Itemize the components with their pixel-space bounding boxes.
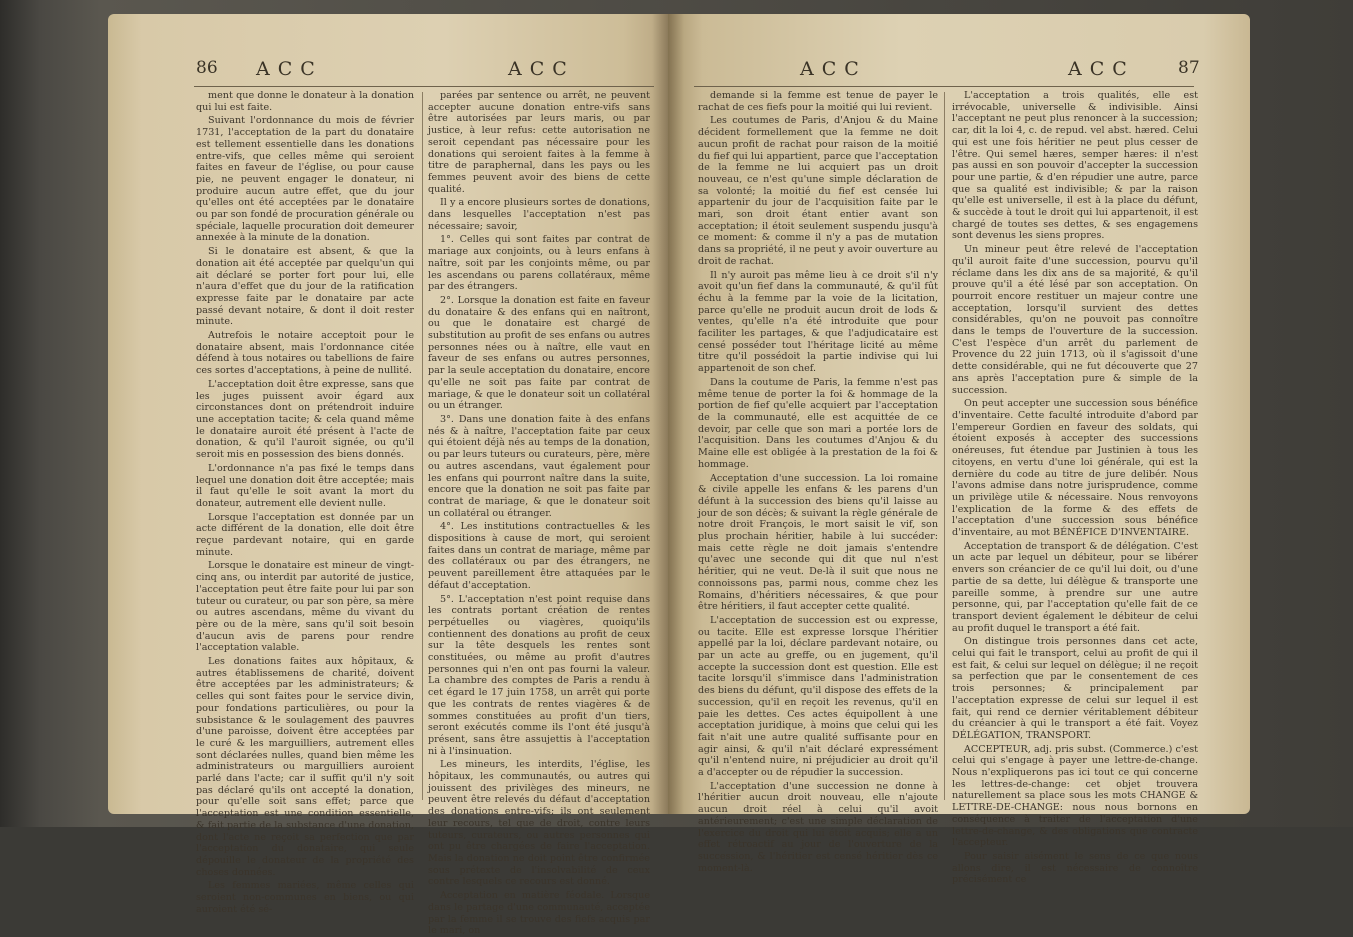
paragraph: parées par sentence ou arrêt, ne peuvent accepter aucune donation entre-vifs sans être autorisées par leurs maris, ou par justice, à leur refus: cette autorisation ne seroit cependant pas nécessaire pour les donations qui seroient faites à la femme à titre de paraphernal, dans les pays ou les femmes peuvent avoir des biens de cette qualité. bbox=[428, 90, 650, 195]
paragraph: Les femmes mariées, même celles qui seroient non-communes en biens, ou qui auroient été sé- bbox=[196, 880, 414, 915]
paragraph: ment que donne le donateur à la donation qui lui est faite. bbox=[196, 90, 414, 113]
paragraph: On peut accepter une succession sous bénéfice d'inventaire. Cette faculté introduite d'abord par l'empereur Gordien en faveur des soldats, qui étoient exposés à accepter des successions onéreuses, fut étendue par Justinien à tous les citoyens, en vertu d'une loi générale, qui est la dernière du code au titre de jure delibér. Nous l'avons admise dans notre jurisprudence, comme un privilège utile & nécessaire. Nous renvoyons l'explication de la forme & des effets de l'acceptation d'une succession sous bénéfice d'inventaire, au mot BÉNÉFICE D'INVENTAIRE. bbox=[952, 398, 1198, 539]
paragraph: ACCEPTEUR, adj. pris subst. (Commerce.) c'est celui qui s'engage à payer une lettre-de-change. Nous n'expliquerons pas ici tout ce qui concerne les lettres-de-change: cet objet trouvera naturellement sa place sous les mots CHANGE & LETTRE-DE-CHANGE: nous nous bornons en conséquence à traiter de l'acceptation d'une lettre-de-change, & des obligations que contracte l'accepteur. bbox=[952, 743, 1198, 849]
left-page-number: 86 bbox=[196, 58, 218, 78]
right-running-head-b: ACC bbox=[1068, 58, 1135, 80]
paragraph: Lorsque le donataire est mineur de vingt-cinq ans, ou interdit par autorité de justice, l'acceptation peut être faite pour lui par son tuteur ou curateur, ou par son père, sa mère ou autres ascendans, même du vivant du père ou de la mère, sans qu'il soit besoin d'aucun avis de parens pour rendre l'acceptation valable. bbox=[196, 560, 414, 654]
paragraph: demande si la femme est tenue de payer le rachat de ces fiefs pour la moitié qui lui revient. bbox=[698, 90, 938, 113]
paragraph: Pour saisir aisément le sens de ce que nous allons dire, il est nécessaire de connoître précisément ce bbox=[952, 851, 1198, 886]
left-column-2 bbox=[428, 90, 650, 937]
paragraph: Suivant l'ordonnance du mois de février 1731, l'acceptation de la part du donataire est tellement essentielle dans les donations entre-vifs, que celles même qui seroient faites en faveur de l'église, ou pour cause pie, ne peuvent engager le donateur, ni produire aucun autre effet, que du jour qu'elles ont été acceptées par le donataire ou par son fondé de procuration générale ou spéciale, laquelle procuration doit demeurer annexée à la minute de la donation. bbox=[196, 115, 414, 244]
paragraph: 5°. L'acceptation n'est point requise dans les contrats portant création de rentes perpétuelles ou viagères, quoiqu'ils contiennent des donations au profit de ceux sur la tête desquels les rentes sont constituées, ou même au profit d'autres personnes qui n'en ont pas fourni la valeur. La chambre des comptes de Paris a rendu à cet égard le 17 juin 1758, un arrêt qui porte que les contrats de rentes viagères & de sommes constituées au profit d'un tiers, seront exécutés comme ils l'ont été jusqu'à présent, sans être assujettis à l'acceptation ni à l'insinuation. bbox=[428, 593, 650, 757]
paragraph: 2°. Lorsque la donation est faite en faveur du donataire & des enfans qui en naîtront, ou que le donataire est chargé de substitution au profit de ses enfans ou autres personnes nées ou à naître, elle vaut en faveur de ses enfans ou autres personnes, par la seule acceptation du donataire, encore qu'elle ne soit pas faite par contrat de mariage, & que le donateur soit un collatéral ou un étranger. bbox=[428, 294, 650, 412]
paragraph: Dans la coutume de Paris, la femme n'est pas même tenue de porter la foi & hommage de la portion de fief qu'elle acquiert par l'acceptation de la communauté, elle est acquittée de ce devoir, par celle que son mari a portée lors de l'acquisition. Dans les coutumes d'Anjou & du Maine elle est obligée à la prestation de la foi & hommage. bbox=[698, 376, 938, 470]
paragraph: 3°. Dans une donation faite à des enfans nés & à naître, l'acceptation faite par ceux qui étoient déjà nés au temps de la donation, ou par leurs tuteurs ou curateurs, père, mère ou autres ascendans, vaut également pour les enfans qui pourront naître dans la suite, encore que la donation ne soit pas faite par contrat de mariage, & que le donateur soit un collatéral ou étranger. bbox=[428, 413, 650, 519]
paragraph: L'ordonnance n'a pas fixé le temps dans lequel une donation doit être acceptée; mais il faut qu'elle le soit avant la mort du donateur, autrement elle devient nulle. bbox=[196, 462, 414, 509]
left-header-rule bbox=[194, 86, 654, 87]
paragraph: Autrefois le notaire acceptoit pour le donataire absent, mais l'ordonnance citée défend à tous notaires ou tabellions de faire ces sortes d'acceptations, à peine de nullité. bbox=[196, 330, 414, 377]
paragraph: Acceptation d'une succession. La loi romaine & civile appelle les enfans & les parens d'un défunt à la succession des biens qu'il laisse au jour de son décès; & suivant la règle générale de notre droit François, le mort saisit le vif, son plus prochain héritier, habile à lui succéder: mais cette règle ne doit jamais s'entendre qu'avec une seconde qui dit que nul n'est héritier, qui ne veut. De-là il suit que nous ne connoissons pas, parmi nous, comme chez les Romains, d'héritiers nécessaires, & que pour être héritiers, il faut accepter cette qualité. bbox=[698, 472, 938, 613]
paragraph: Acceptation en matière féodale. Lorsque dans le partage d'une communauté, acceptée par la femme il se trouve des fiefs acquis par le mari, on bbox=[428, 890, 650, 937]
paragraph: L'acceptation a trois qualités, elle est irrévocable, universelle & indivisible. Ainsi l'acceptant ne peut plus renoncer à la succession; car, dit la loi 4, c. de repud. vel abst. hæred. Celui qui est une fois héritier ne peut plus cesser de l'être. Qui semel hæres, semper hæres: il n'est pas aussi en son pouvoir d'accepter la succession pour une partie, & d'en répudier une autre, parce que sa qualité est indivisible; & par la raison qu'elle est universelle, il est à la place du défunt, & succède à tout le droit qui lui appartenoit, il est chargé de toutes ses dettes, & ses engagemens sont devenus les siens propres. bbox=[952, 90, 1198, 242]
paragraph: Lorsque l'acceptation est donnée par un acte différent de la donation, elle doit être reçue pardevant notaire, qui en garde minute. bbox=[196, 511, 414, 558]
right-page-number: 87 bbox=[1178, 58, 1200, 78]
paragraph: Les donations faites aux hôpitaux, & autres établissemens de charité, doivent être acceptées par les administrateurs; & celles qui sont faites pour le service divin, pour fondations particulières, ou pour la subsistance & le soulagement des pauvres d'une paroisse, doivent être acceptées par le curé & les marguilliers, autrement elles sont déclarées nulles, quand bien même les administrateurs ou marguilliers auroient parlé dans l'acte; car il suffit qu'il n'y soit pas déclaré qu'ils ont accepté la donation, pour qu'elle soit sans effet; parce que l'acceptation est une condition essentielle, & fait partie de la substance d'une donation, dont l'acte ne reçoit sa perfection que par l'acceptation du donataire, qui seule dépouille le donateur de la propriété des choses données. bbox=[196, 656, 414, 878]
paragraph: Les mineurs, les interdits, l'église, les hôpitaux, les communautés, ou autres qui jouissent des privilèges des mineurs, ne peuvent être relevés du défaut d'acceptation des donations entre-vifs; ils ont seulement leur recours, tel que de droit, contre leurs tuteurs, curateurs, ou autres personnes qui ont pu être chargées de faire l'acceptation. Mais la donation ne doit point être confirmée sous prétexte de l'insolvabilité de ceux contre lesquels ce recours est donné. bbox=[428, 759, 650, 888]
left-page bbox=[108, 14, 668, 937]
paragraph: Il n'y auroit pas même lieu à ce droit s'il n'y avoit qu'un fief dans la communauté, & qu'il fût échu à la femme par la voie de la licitation, parce qu'elle ne produit aucun droit de lods & ventes, qu'elle n'a été introduite que pour faciliter les partages, & que l'adjudicataire est censé posséder tout l'héritage licité au même titre qu'il possédoit la partie indivise qui lui appartenoit de son chef. bbox=[698, 269, 938, 375]
right-column-2 bbox=[952, 90, 1198, 886]
right-header-rule bbox=[694, 86, 1194, 87]
right-running-head-a: ACC bbox=[800, 58, 867, 80]
paragraph: Il y a encore plusieurs sortes de donations, dans lesquelles l'acceptation n'est pas nécessaire; savoir, bbox=[428, 197, 650, 232]
right-column-divider bbox=[944, 92, 945, 800]
paragraph: Si le donataire est absent, & que la donation ait été acceptée par quelqu'un qui ait déclaré se porter fort pour lui, elle n'aura d'effet que du jour de la ratification expresse faite par le donataire par acte passé devant notaire, & dont il doit rester minute. bbox=[196, 246, 414, 328]
paragraph: Les coutumes de Paris, d'Anjou & du Maine décident formellement que la femme ne doit aucun profit de rachat pour raison de la moitié du fief qui lui appartient, parce que l'acceptation de la femme ne lui acquiert pas un droit nouveau, ce n'est qu'une simple déclaration de sa volonté; la moitié du fief est censée lui appartenir du jour de l'acquisition faite par le mari, son droit étant entier avant son acceptation; il étoit seulement suspendu jusqu'à ce moment: & comme il n'y a pas de mutation dans sa propriété, il ne peut y avoir ouverture au droit de rachat. bbox=[698, 115, 938, 267]
left-column-1 bbox=[196, 90, 414, 915]
paragraph: Acceptation de transport & de délégation. C'est un acte par lequel un débiteur, pour se libérer envers son créancier de ce qu'il lui doit, ou d'une partie de sa dette, lui délègue & transporte une pareille somme, à prendre sur une autre personne, qui, par l'acceptation qu'elle fait de ce transport devient également le débiteur de celui au profit duquel le transport a été fait. bbox=[952, 540, 1198, 634]
left-column-divider bbox=[422, 92, 423, 800]
left-running-head-a: ACC bbox=[256, 58, 323, 80]
left-running-head-b: ACC bbox=[508, 58, 575, 80]
paragraph: 4°. Les institutions contractuelles & les dispositions à cause de mort, qui seroient faites dans un contrat de mariage, même par des collatéraux ou par des étrangers, ne peuvent pareillement être attaquées par le défaut d'acceptation. bbox=[428, 521, 650, 591]
paragraph: On distingue trois personnes dans cet acte, celui qui fait le transport, celui au profit de qui il est fait, & celui sur lequel on délègue; il ne reçoit sa perfection que par le consentement de ces trois personnes; & principalement par l'acceptation expresse de celui sur lequel il est fait, qui rend ce dernier véritablement débiteur du créancier à qui le transport a été fait. Voyez DÉLÉGATION, TRANSPORT. bbox=[952, 636, 1198, 741]
paragraph: 1°. Celles qui sont faites par contrat de mariage aux conjoints, ou à leurs enfans à naître, soit par les conjoints même, ou par les ascendans ou parens collatéraux, même par des étrangers. bbox=[428, 234, 650, 293]
paragraph: L'acceptation d'une succession ne donne à l'héritier aucun droit nouveau, elle n'ajoute aucun droit réel à celui qu'il avoit antérieurement; c'est une simple déclaration de l'exercice du droit qui lui étoit acquis; elle a un effet rétroactif au jour de l'ouverture de la succession, & l'héritier est censé héritier dès ce moment-là. bbox=[698, 780, 938, 874]
paragraph: L'acceptation doit être expresse, sans que les juges puissent avoir égard aux circonstances dont on prétendroit induire une acceptation tacite; & cela quand même le donataire auroit été présent à l'acte de donation, & qu'il l'auroit signée, ou qu'il seroit mis en possession des biens donnés. bbox=[196, 378, 414, 461]
right-page bbox=[668, 14, 1250, 886]
paragraph: Un mineur peut être relevé de l'acceptation qu'il auroit faite d'une succession, pourvu qu'il réclame dans les dix ans de sa majorité, & qu'il prouve qu'il a été lésé par son acceptation. On pourroit encore restituer un majeur contre une acceptation, lorsqu'il survient des dettes considérables, qu'on ne pouvoit pas connoître dans le temps de l'ouverture de la succession. C'est l'espèce d'un arrêt du parlement de Provence du 22 juin 1713, où il s'agissoit d'une dette considérable, qui ne fut découverte que 27 ans après l'acceptation pure & simple de la succession. bbox=[952, 244, 1198, 396]
paragraph: L'acceptation de succession est ou expresse, ou tacite. Elle est expresse lorsque l'héritier appellé par la loi, déclare pardevant notaire, ou par un acte au greffe, ou en jugement, qu'il accepte la succession dont est question. Elle est tacite lorsqu'il s'immisce dans l'administration des biens du défunt, qu'il dispose des effets de la succession, qu'il en reçoit les revenus, qu'il en paie les dettes. Ces actes équipollent à une acceptation juridique, à moins que celui qui les fait n'ait une autre qualité suffisante pour en agir ainsi, & qu'il n'ait déclaré expressément qu'il n'entend nuire, ni préjudicier au droit qu'il a d'accepter ou de répudier la succession. bbox=[698, 614, 938, 779]
right-column-1 bbox=[698, 90, 938, 874]
